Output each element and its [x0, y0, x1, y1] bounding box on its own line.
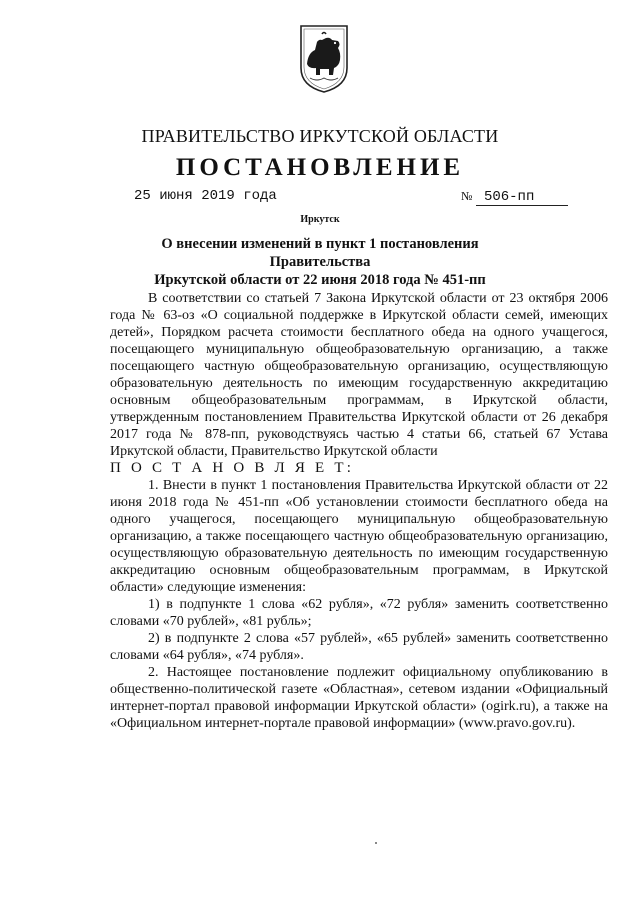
resolves-heading: П О С Т А Н О В Л Я Е Т:: [110, 460, 355, 476]
resolution-heading: [120, 235, 520, 289]
document-number: 506-пп: [476, 189, 568, 206]
scan-mark: [375, 842, 377, 844]
subitem-2-paragraph: 2) в подпункте 2 слова «57 рублей», «65 рублей» заменить соответственно словами «64 рубля», «74 рубля».: [110, 631, 608, 663]
coat-of-arms-emblem: [298, 24, 350, 94]
item-2-paragraph: 2. Настоящее постановление подлежит официальному опубликованию в общественно-политической газете «Областная», сетевом издании «Официальный интернет-портал правовой информации Иркутской области» (ogirk.ru), а также на «Официальном интернет-портале правовой информации» (www.pravo.gov.ru).: [110, 665, 608, 731]
heading-line-1: О внесении изменений в пункт 1 постановления Правительства: [161, 236, 479, 270]
city-name: Иркутск: [300, 214, 340, 225]
item-1-paragraph: 1. Внести в пункт 1 постановления Правительства Иркутской области от 22 июня 2018 года № 451-пп «Об установлении стоимости бесплатного обеда на одного учащегося, посещающего муниципальную общеобразовательную организацию, а также посещающего частную общеобразовательную организацию, осуществляющую образовательную деятельность по имеющим государственную аккредитацию основным общеобразовательным программам, в Иркутской области» следующие изменения:: [110, 478, 608, 595]
document-date: 25 июня 2019 года: [134, 188, 277, 204]
subitem-1-paragraph: 1) в подпункте 1 слова «62 рубля», «72 рубля» заменить соответственно словами «70 рублей», «81 рубль»;: [110, 597, 608, 629]
document-number-block: [461, 189, 568, 206]
number-sign: №: [461, 189, 473, 203]
preamble-paragraph: В соответствии со статьей 7 Закона Иркутской области от 23 октября 2006 года № 63-оз «О социальной поддержке в Иркутской области семей, имеющих детей», Порядком расчета стоимости бесплатного обеда на одного учащегося, посещающего муниципальную общеобразовательную организацию, а также посещающего частную общеобразовательную организацию, осуществляющую образовательную деятельность по имеющим государственную аккредитацию основным общеобразовательным программам, в Иркутской области, утвержденным постановлением Правительства Иркутской области от 26 декабря 2017 года № 878-пп, руководствуясь частью 4 статьи 66, статьей 67 Устава Иркутской области, Правительство Иркутской области: [110, 291, 608, 459]
heading-line-2: Иркутской области от 22 июня 2018 года № 451-пп: [154, 272, 486, 288]
document-body: [110, 290, 608, 732]
government-name: ПРАВИТЕЛЬСТВО ИРКУТСКОЙ ОБЛАСТИ: [141, 126, 499, 146]
document-type-title: ПОСТАНОВЛЕНИЕ: [175, 154, 465, 181]
